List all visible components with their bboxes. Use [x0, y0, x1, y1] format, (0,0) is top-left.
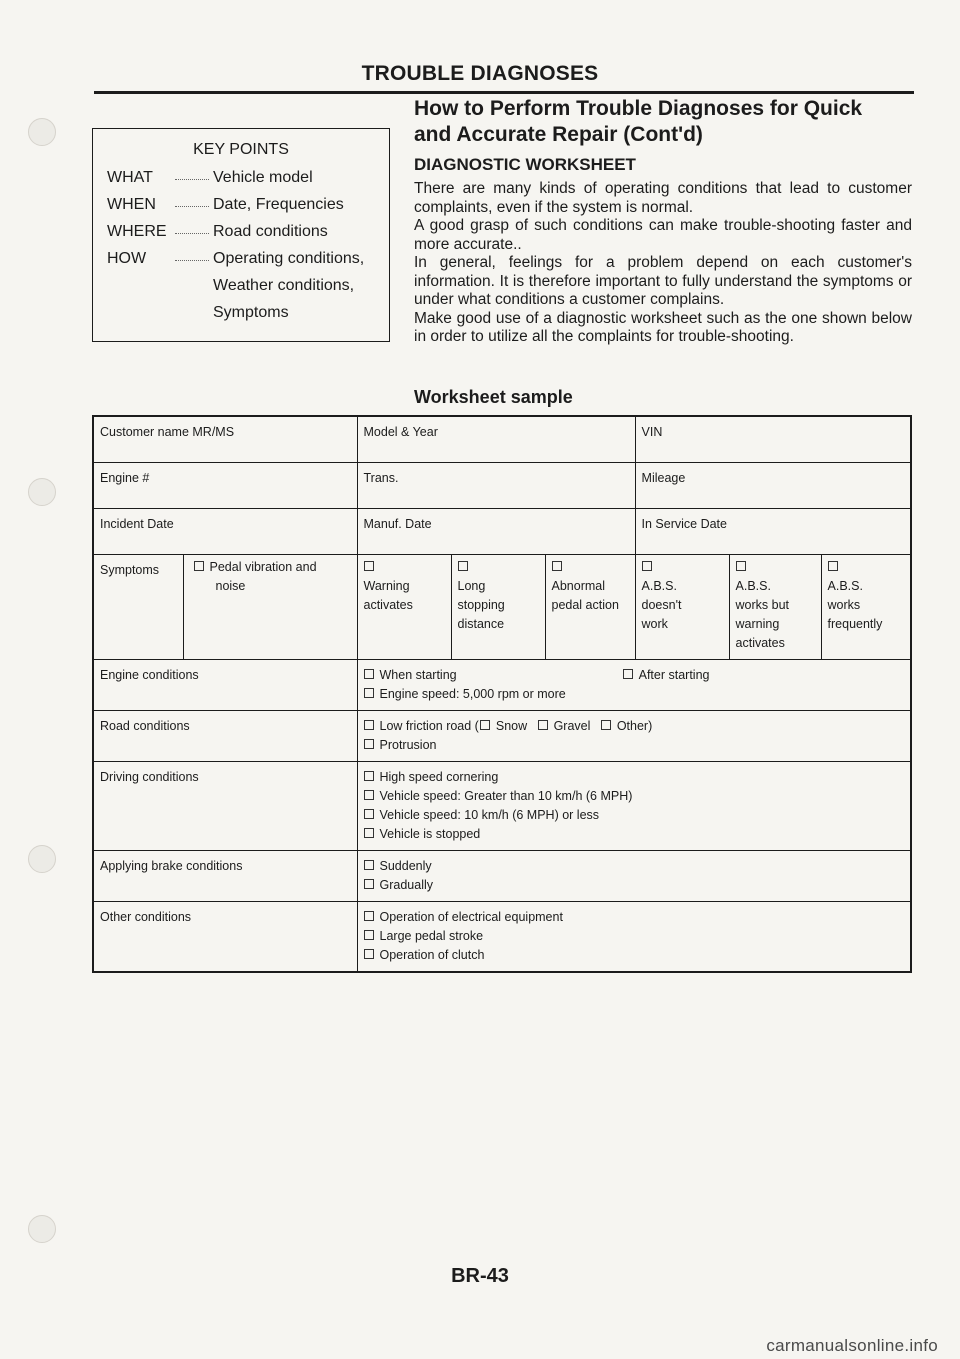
symptom-text: stopping	[457, 597, 505, 612]
leader-dots	[175, 206, 209, 207]
table-row	[93, 901, 911, 972]
key-point-row	[107, 223, 328, 241]
key-point-key: WHERE	[107, 223, 167, 240]
symptom-text: A.B.S.	[735, 578, 771, 593]
model-year-field[interactable]: Model & Year	[357, 416, 635, 462]
key-point-key: WHEN	[107, 196, 156, 213]
other-conditions-options	[357, 901, 911, 972]
checkbox[interactable]	[601, 720, 611, 730]
checkbox[interactable]	[364, 720, 374, 730]
option-text: After starting	[638, 667, 710, 682]
key-point-row	[107, 250, 365, 268]
checkbox[interactable]	[736, 561, 746, 571]
road-conditions-label: Road conditions	[93, 710, 357, 761]
binder-hole	[28, 478, 56, 506]
mileage-field[interactable]: Mileage	[635, 462, 911, 508]
option-text: Protrusion	[379, 737, 437, 752]
symptom-text: Warning	[363, 578, 410, 593]
symptom-option-abnormal-pedal[interactable]	[545, 554, 635, 659]
watermark: carmanualsonline.info	[766, 1336, 938, 1355]
option-text: Low friction road (	[379, 718, 479, 733]
symptoms-label: Symptoms	[93, 554, 183, 659]
option-text: Other)	[616, 718, 653, 733]
symptom-text: A.B.S.	[827, 578, 863, 593]
checkbox[interactable]	[623, 669, 633, 679]
customer-name-field[interactable]: Customer name MR/MS	[93, 416, 357, 462]
checkbox[interactable]	[364, 911, 374, 921]
driving-conditions-options	[357, 761, 911, 850]
brake-conditions-label: Applying brake conditions	[93, 850, 357, 901]
symptom-text: warning	[735, 616, 780, 631]
option-text: Gradually	[379, 877, 433, 892]
leader-dots	[175, 179, 209, 180]
page-header-title: TROUBLE DIAGNOSES	[361, 62, 599, 85]
paragraph: In general, feelings for a problem depend on each customer's information. It is therefore important to fully understand the symptoms or under what conditions a customer complains.	[414, 254, 912, 308]
section-title-line1: How to Perform Trouble Diagnoses for Quick	[414, 97, 863, 120]
symptom-text: work	[641, 616, 668, 631]
paragraph: Make good use of a diagnostic worksheet such as the one shown below in order to utilize all the complaints for trouble-shooting.	[414, 309, 912, 345]
brake-conditions-options	[357, 850, 911, 901]
driving-conditions-label: Driving conditions	[93, 761, 357, 850]
checkbox[interactable]	[364, 809, 374, 819]
symptom-text: works but	[735, 597, 790, 612]
symptom-text: doesn't	[641, 597, 682, 612]
section-title	[414, 96, 914, 148]
key-point-row	[107, 169, 313, 187]
key-point-value: Symptoms	[213, 304, 289, 321]
table-row	[93, 659, 911, 710]
leader-dots	[175, 260, 209, 261]
checkbox[interactable]	[364, 860, 374, 870]
checkbox[interactable]	[538, 720, 548, 730]
checkbox[interactable]	[364, 790, 374, 800]
symptom-text: noise	[215, 578, 246, 593]
option-text: Snow	[495, 718, 528, 733]
intro-paragraphs	[414, 180, 912, 347]
symptom-option-abs-doesnt-work[interactable]	[635, 554, 729, 659]
checkbox[interactable]	[364, 949, 374, 959]
incident-date-field[interactable]: Incident Date	[93, 508, 357, 554]
table-row	[93, 710, 911, 761]
checkbox[interactable]	[364, 930, 374, 940]
symptom-text: Abnormal	[551, 578, 605, 593]
key-point-key: HOW	[107, 250, 147, 267]
symptom-text: pedal action	[551, 597, 619, 612]
option-text: Gravel	[553, 718, 591, 733]
key-point-value: Road conditions	[213, 223, 328, 240]
paragraph: A good grasp of such conditions can make trouble-shooting faster and more accurate..	[414, 217, 912, 253]
symptom-option-long-stopping[interactable]	[451, 554, 545, 659]
checkbox[interactable]	[364, 561, 374, 571]
worksheet-table	[92, 415, 912, 973]
symptom-option-abs-works-warning[interactable]	[729, 554, 821, 659]
diagnostic-worksheet-heading: DIAGNOSTIC WORKSHEET	[414, 155, 636, 174]
checkbox[interactable]	[364, 688, 374, 698]
symptom-text: activates	[735, 635, 785, 650]
table-row	[93, 850, 911, 901]
header-rule	[94, 91, 914, 94]
option-text: Operation of electrical equipment	[379, 909, 563, 924]
engine-field[interactable]: Engine #	[93, 462, 357, 508]
table-row	[93, 761, 911, 850]
option-text: Suddenly	[379, 858, 432, 873]
manuf-date-field[interactable]: Manuf. Date	[357, 508, 635, 554]
symptom-text: frequently	[827, 616, 883, 631]
road-conditions-options	[357, 710, 911, 761]
option-text: Vehicle speed: 10 km/h (6 MPH) or less	[379, 807, 600, 822]
symptom-text: A.B.S.	[641, 578, 677, 593]
key-point-value: Weather conditions,	[213, 277, 355, 294]
key-point-value: Operating conditions,	[213, 250, 365, 267]
paragraph: There are many kinds of operating conditions that lead to customer complaints, even if the system is normal.	[414, 180, 912, 216]
trans-field[interactable]: Trans.	[357, 462, 635, 508]
option-text: High speed cornering	[379, 769, 499, 784]
option-text: Vehicle speed: Greater than 10 km/h (6 MPH)	[379, 788, 633, 803]
key-point-value: Date, Frequencies	[213, 196, 344, 213]
checkbox[interactable]	[194, 561, 204, 571]
section-title-line2: and Accurate Repair (Cont'd)	[414, 123, 703, 146]
symptom-option-abs-works-frequently[interactable]	[821, 554, 911, 659]
option-text: When starting	[379, 667, 457, 682]
worksheet-sample-title: Worksheet sample	[414, 387, 573, 407]
symptom-text: activates	[363, 597, 413, 612]
binder-hole	[28, 845, 56, 873]
option-text: Large pedal stroke	[379, 928, 484, 943]
page-number: BR-43	[451, 1265, 509, 1287]
checkbox[interactable]	[458, 561, 468, 571]
engine-conditions-options	[357, 659, 911, 710]
checkbox[interactable]	[552, 561, 562, 571]
symptom-text: Pedal vibration and	[209, 559, 317, 574]
symptom-option-pedal-vibration[interactable]	[183, 554, 357, 659]
vin-field[interactable]: VIN	[635, 416, 911, 462]
table-row	[93, 462, 911, 508]
checkbox[interactable]	[364, 771, 374, 781]
engine-conditions-label: Engine conditions	[93, 659, 357, 710]
other-conditions-label: Other conditions	[93, 901, 357, 972]
checkbox[interactable]	[480, 720, 490, 730]
checkbox[interactable]	[364, 828, 374, 838]
option-text: Vehicle is stopped	[379, 826, 481, 841]
symptom-text: Long	[457, 578, 486, 593]
binder-hole	[28, 118, 56, 146]
binder-hole	[28, 1215, 56, 1243]
key-point-key: WHAT	[107, 169, 153, 186]
checkbox[interactable]	[364, 739, 374, 749]
table-row	[93, 416, 911, 462]
key-points-title: KEY POINTS	[193, 141, 289, 158]
key-point-row	[107, 196, 344, 214]
checkbox[interactable]	[642, 561, 652, 571]
option-text: Operation of clutch	[379, 947, 485, 962]
leader-dots	[175, 233, 209, 234]
symptom-text: distance	[457, 616, 505, 631]
option-text: Engine speed: 5,000 rpm or more	[379, 686, 566, 701]
table-row	[93, 554, 911, 659]
checkbox[interactable]	[364, 879, 374, 889]
symptom-text: works	[827, 597, 861, 612]
in-service-date-field[interactable]: In Service Date	[635, 508, 911, 554]
checkbox[interactable]	[828, 561, 838, 571]
checkbox[interactable]	[364, 669, 374, 679]
key-points-box	[92, 128, 390, 342]
symptom-option-warning[interactable]	[357, 554, 451, 659]
table-row	[93, 508, 911, 554]
key-point-value: Vehicle model	[213, 169, 313, 186]
